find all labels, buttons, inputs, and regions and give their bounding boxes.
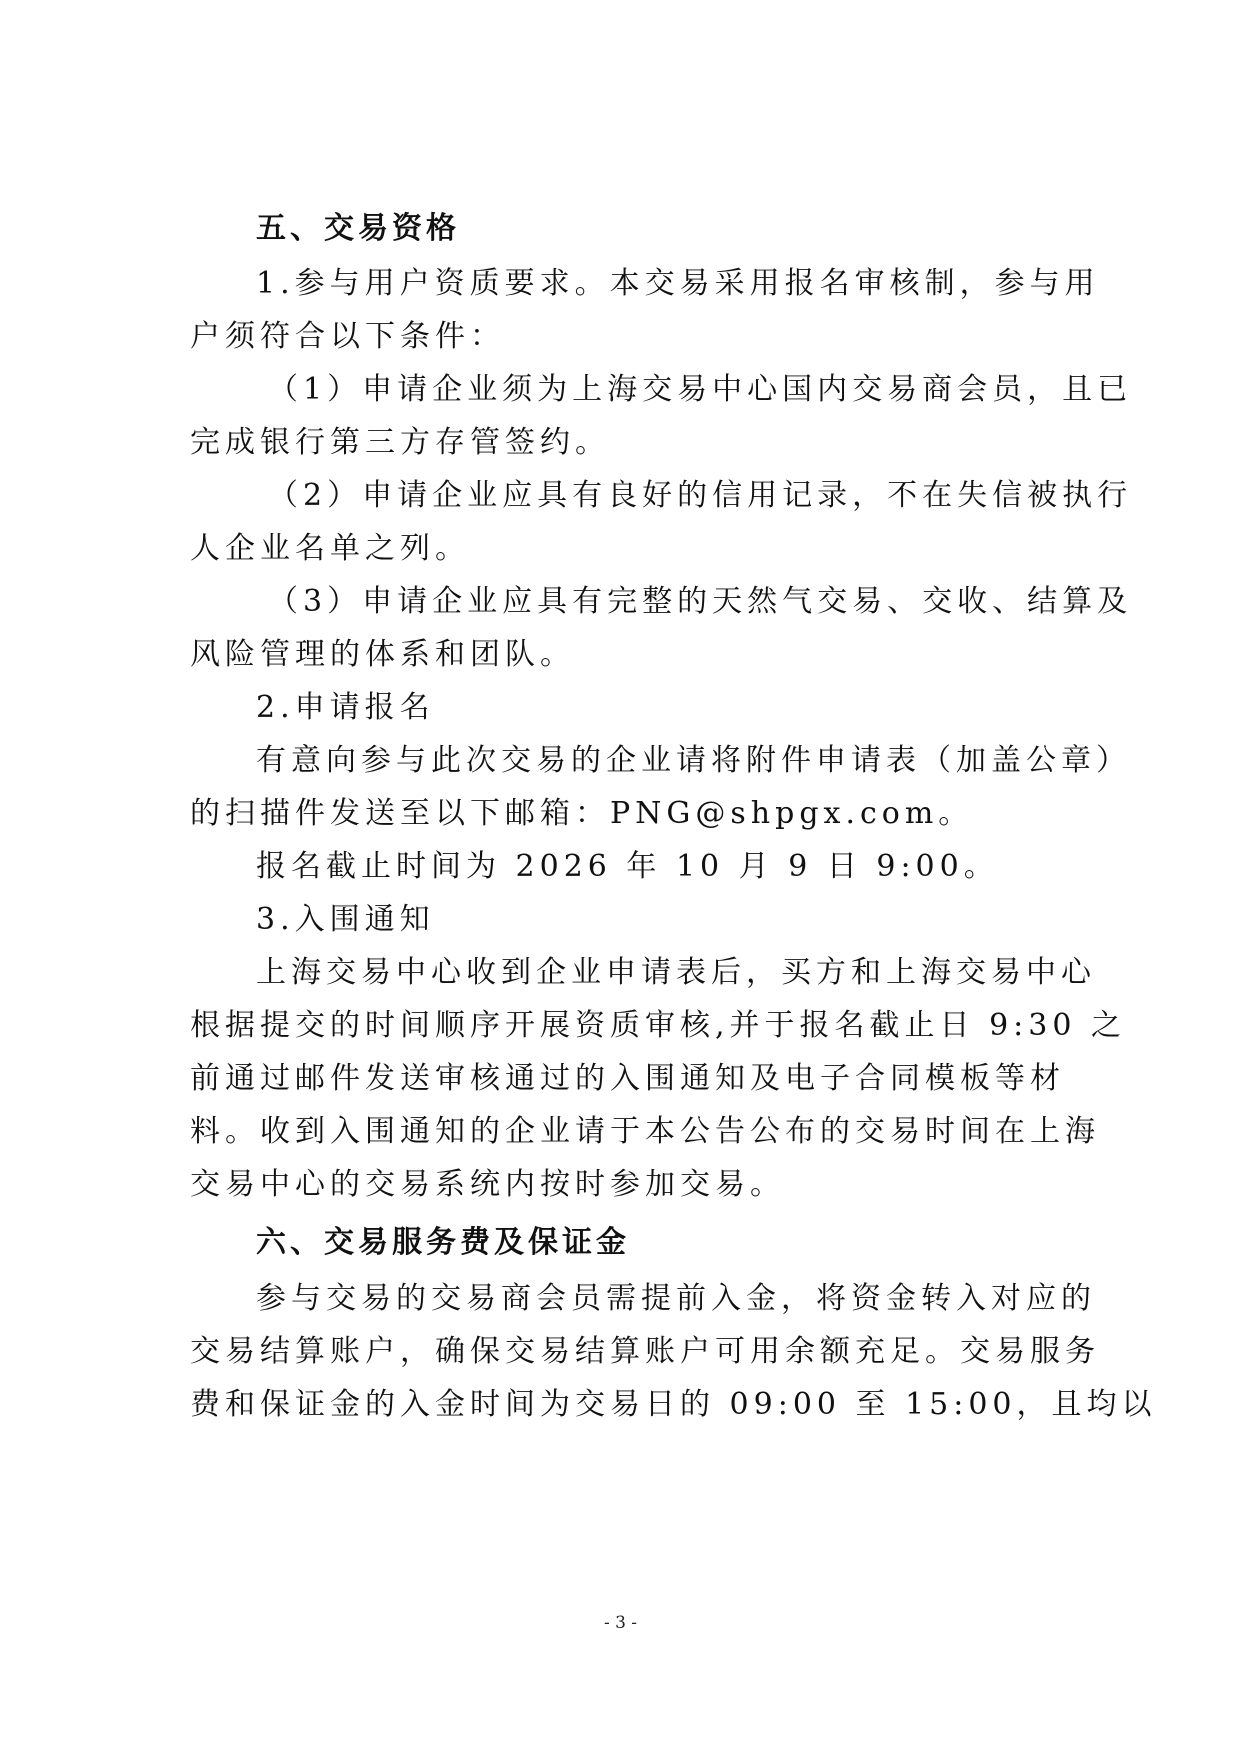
paragraph-line: 料。收到入围通知的企业请于本公告公布的交易时间在上海 bbox=[190, 1114, 1100, 1149]
paragraph-line: 前通过邮件发送审核通过的入围通知及电子合同模板等材 bbox=[190, 1061, 1065, 1096]
section-heading-fees-and-margin: 六、交易服务费及保证金 bbox=[256, 1225, 630, 1260]
paragraph-line-deadline: 报名截止时间为 2026 年 10 月 9 日 9:00。 bbox=[256, 849, 999, 884]
paragraph-line: 1.参与用户资质要求。本交易采用报名审核制，参与用 bbox=[256, 266, 1100, 301]
paragraph-line: 风险管理的体系和团队。 bbox=[190, 637, 575, 672]
paragraph-line: 交易结算账户，确保交易结算账户可用余额充足。交易服务 bbox=[190, 1334, 1100, 1369]
paragraph-line: （3）申请企业应具有完整的天然气交易、交收、结算及 bbox=[268, 584, 1133, 619]
paragraph-line: 有意向参与此次交易的企业请将附件申请表（加盖公章） bbox=[256, 743, 1131, 778]
paragraph-line: 完成银行第三方存管签约。 bbox=[190, 425, 610, 460]
subsection-title-notification: 3.入围通知 bbox=[256, 902, 435, 937]
paragraph-line: 根据提交的时间顺序开展资质审核,并于报名截止日 9:30 之 bbox=[190, 1008, 1126, 1043]
paragraph-line: 上海交易中心收到企业申请表后，买方和上海交易中心 bbox=[256, 955, 1096, 990]
section-heading-trading-eligibility: 五、交易资格 bbox=[256, 211, 460, 246]
page-number: - 3 - bbox=[603, 1613, 638, 1633]
paragraph-line: （1）申请企业须为上海交易中心国内交易商会员，且已 bbox=[268, 372, 1133, 407]
paragraph-line: 人企业名单之列。 bbox=[190, 531, 470, 566]
paragraph-line: 参与交易的交易商会员需提前入金，将资金转入对应的 bbox=[256, 1281, 1096, 1316]
subsection-title-application: 2.申请报名 bbox=[256, 690, 435, 725]
paragraph-line: 户须符合以下条件： bbox=[190, 319, 505, 354]
paragraph-line: 交易中心的交易系统内按时参加交易。 bbox=[190, 1167, 785, 1202]
paragraph-line: （2）申请企业应具有良好的信用记录，不在失信被执行 bbox=[268, 478, 1133, 513]
paragraph-line: 费和保证金的入金时间为交易日的 09:00 至 15:00，且均以 bbox=[190, 1387, 1157, 1422]
paragraph-line-email: 的扫描件发送至以下邮箱：PNG@shpgx.com。 bbox=[190, 796, 974, 831]
